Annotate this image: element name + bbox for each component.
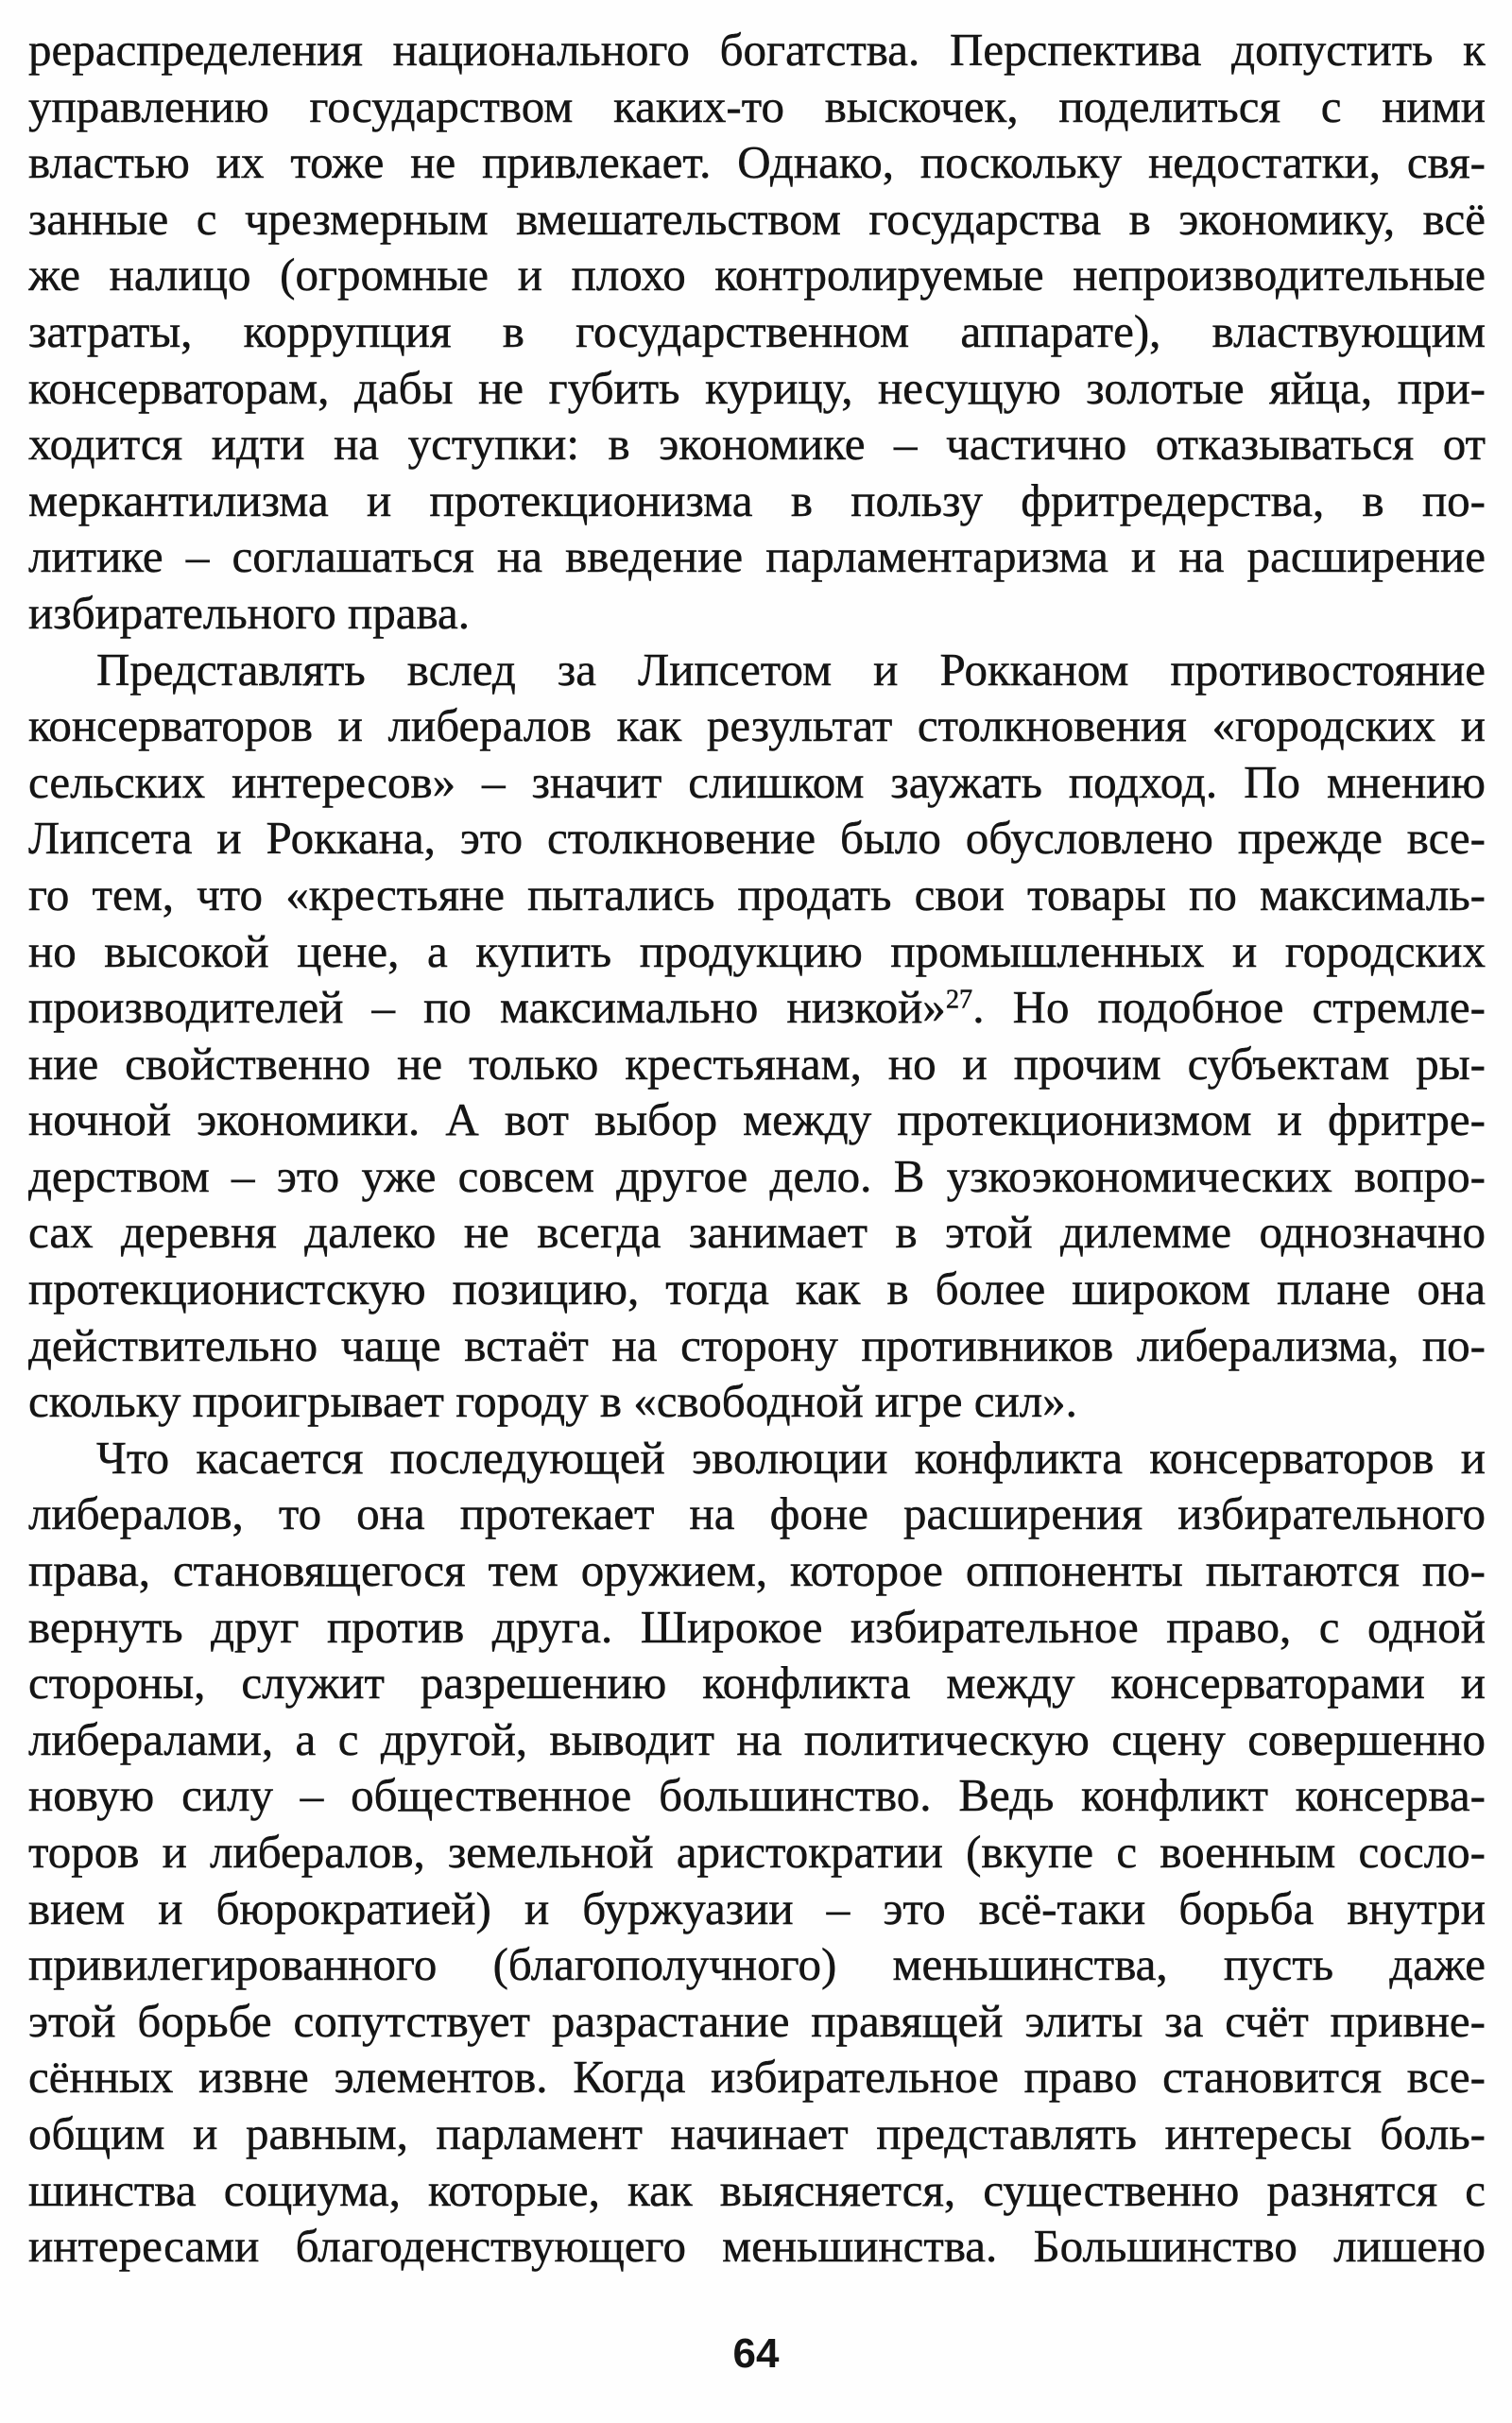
text-line: дерством – это уже совсем другое дело. В узкоэкономических вопро- (28, 1149, 1486, 1202)
footnote-reference: 27 (945, 985, 973, 1015)
text-line: литике – соглашаться на введение парламентаризма и на расширение (28, 530, 1486, 583)
text-line: избирательного права. (28, 586, 470, 639)
text-line: протекционистскую позицию, тогда как в более широком плане она (28, 1263, 1486, 1315)
text-line: го тем, что «крестьяне пытались продать свои товары по максималь- (28, 868, 1486, 920)
text-line: но высокой цене, а купить продукцию промышленных и городских (28, 924, 1486, 977)
paragraph (28, 22, 1486, 642)
text-line: меркантилизма и протекционизма в пользу фритредерства, в по- (28, 473, 1486, 526)
text-line: общим и равным, парламент начинает представлять интересы боль- (28, 2106, 1486, 2159)
text-line: Представлять вслед за Липсетом и Рокканом противостояние (96, 643, 1486, 696)
text-segment: . Но подобное стремле- (972, 981, 1486, 1034)
text-line (28, 979, 1486, 1036)
text-line: права, становящегося тем оружием, которое оппоненты пытаются по- (28, 1544, 1486, 1597)
text-line: консерваторов и либералов как результат столкновения «городских и (28, 699, 1486, 752)
text-line: вернуть друг против друга. Широкое избирательное право, с одной (28, 1600, 1486, 1653)
paragraph (28, 1430, 1486, 2275)
text-line: властью их тоже не привлекает. Однако, поскольку недостатки, свя- (28, 136, 1486, 189)
text-line: вием и бюрократией) и буржуазии – это всё-таки борьба внутри (28, 1882, 1486, 1934)
text-line: консерваторам, дабы не губить курицу, несущую золотые яйца, при- (28, 361, 1486, 414)
text-line: ние свойственно не только крестьянам, но и прочим субъектам ры- (28, 1037, 1486, 1090)
text-line: либералами, а с другой, выводит на политическую сцену совершенно (28, 1712, 1486, 1765)
text-line: интересами благоденствующего меньшинства. Большинство лишено (28, 2220, 1486, 2273)
text-line: Липсета и Роккана, это столкновение было обусловлено прежде все- (28, 812, 1486, 865)
body-text (28, 22, 1486, 2275)
paragraph (28, 642, 1486, 1430)
text-line: либералов, то она протекает на фоне расширения избирательного (28, 1487, 1486, 1540)
text-line: привилегированного (благополучного) меньшинства, пусть даже (28, 1938, 1486, 1991)
text-line: ночной экономики. А вот выбор между протекционизмом и фритре- (28, 1093, 1486, 1146)
text-line: Что касается последующей эволюции конфликта консерваторов и (96, 1431, 1486, 1484)
text-line: скольку проигрывает городу в «свободной игре сил». (28, 1375, 1077, 1428)
text-line: шинства социума, которые, как выясняется, существенно разнятся с (28, 2163, 1486, 2216)
text-line: рераспределения национального богатства. Перспектива допустить к (28, 24, 1486, 76)
text-line: ходится идти на уступки: в экономике – частично отказываться от (28, 418, 1486, 471)
text-line: занные с чрезмерным вмешательством государства в экономику, всё (28, 192, 1486, 245)
text-line: сах деревня далеко не всегда занимает в этой дилемме однозначно (28, 1206, 1486, 1259)
text-line: действительно чаще встаёт на сторону противников либерализма, по- (28, 1318, 1486, 1371)
text-line: сённых извне элементов. Когда избирательное право становится все- (28, 2051, 1486, 2104)
text-line: торов и либералов, земельной аристократии (вкупе с военным сосло- (28, 1826, 1486, 1878)
text-line: же налицо (огромные и плохо контролируемые непроизводительные (28, 249, 1486, 301)
text-line: затраты, коррупция в государственном аппарате), властвующим (28, 304, 1486, 357)
text-line: сельских интересов» – значит слишком заужать подход. По мнению (28, 755, 1486, 808)
text-line: новую силу – общественное большинство. Ведь конфликт консерва- (28, 1769, 1486, 1822)
text-segment: производителей – по максимально низкой» (28, 981, 946, 1034)
text-line: этой борьбе сопутствует разрастание правящей элиты за счёт привне- (28, 1994, 1486, 2047)
text-line: стороны, служит разрешению конфликта между консерваторами и (28, 1657, 1486, 1710)
text-line: управлению государством каких-то выскочек, поделиться с ними (28, 79, 1486, 132)
page-number: 64 (732, 2330, 780, 2377)
